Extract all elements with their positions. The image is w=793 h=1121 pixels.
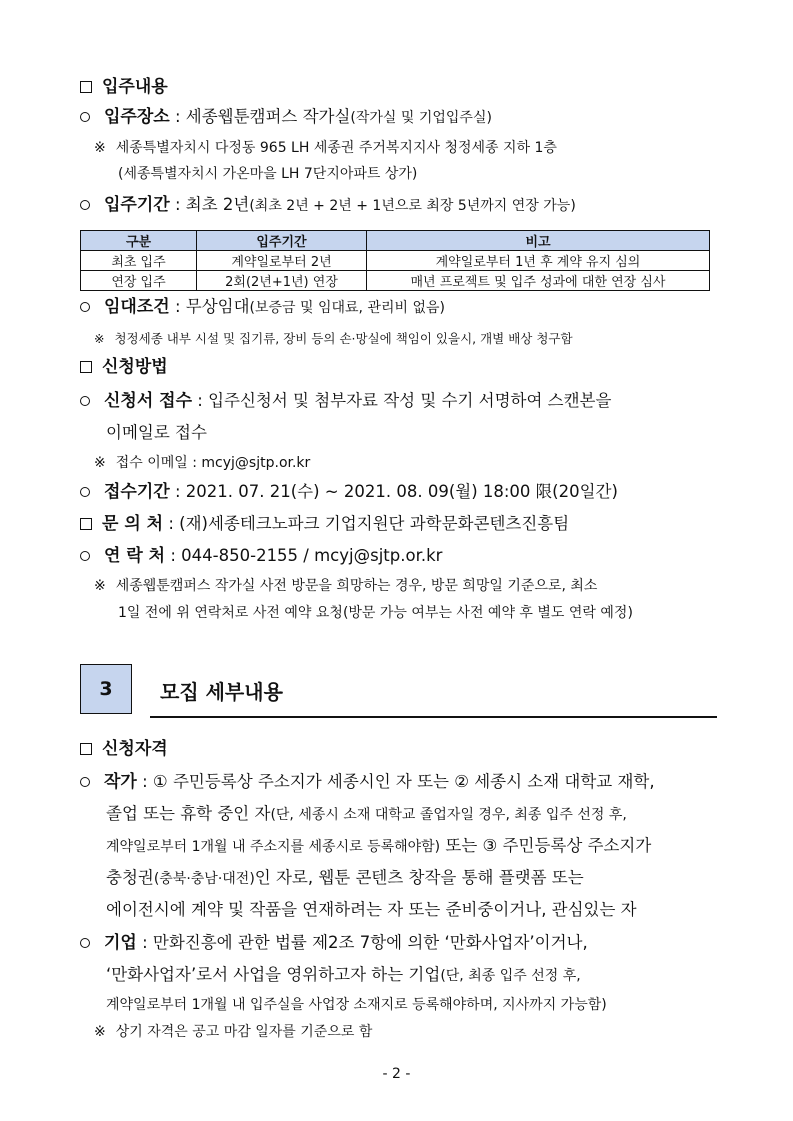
item-company-line3: 계약일로부터 1개월 내 입주실을 사업장 소재지로 등록해야하며, 지사까지 가능함) <box>106 997 607 1013</box>
table-header-cell: 입주기간 <box>197 231 367 251</box>
table-row <box>81 271 710 291</box>
table-row <box>81 251 710 271</box>
square-bullet-icon <box>80 743 92 755</box>
note-deadline: ※ 상기 자격은 공고 마감 일자를 기준으로 함 <box>94 1024 373 1040</box>
item-artist: 작가 : ① 주민등록상 주소지가 세종시인 자 또는 ② 세종시 소재 대학교 재학, <box>80 771 655 793</box>
item-artist-line2: 졸업 또는 휴학 중인 자(단, 세종시 소재 대학교 졸업자일 경우, 최종 입주 선정 후, <box>106 804 627 823</box>
square-bullet-icon <box>80 518 92 530</box>
table-cell: 매년 프로젝트 및 입주 성과에 대한 연장 심사 <box>367 271 710 291</box>
item-artist-line5: 에이전시에 계약 및 작품을 연재하려는 자 또는 준비중이거나, 관심있는 자 <box>106 900 637 919</box>
table-cell: 2회(2년+1년) 연장 <box>197 271 367 291</box>
note-address: ※ 세종특별자치시 다정동 965 LH 세종권 주거복지지사 청정세종 지하 1층 <box>94 140 557 156</box>
table-cell: 최초 입주 <box>81 251 197 271</box>
item-application-submit-cont: 이메일로 접수 <box>106 423 207 442</box>
circle-bullet-icon <box>80 551 90 561</box>
circle-bullet-icon <box>80 302 90 312</box>
item-contact: 연 락 처 : 044-850-2155 / mcyj@sjtp.or.kr <box>80 545 442 567</box>
section-title-rule <box>150 716 717 718</box>
item-company-line2: ‘만화사업자’로서 사업을 영위하고자 하는 기업(단, 최종 입주 선정 후, <box>106 965 581 984</box>
item-company: 기업 : 만화진흥에 관한 법률 제2조 7항에 의한 ‘만화사업자’이거나, <box>80 932 588 954</box>
section-header-eligibility: 신청자격 <box>80 738 168 760</box>
move-in-period-table <box>80 230 710 291</box>
item-artist-line3: 계약일로부터 1개월 내 주소지를 세종시로 등록해야함) 또는 ③ 주민등록상 주소지가 <box>106 836 652 855</box>
table-header-row <box>81 231 710 251</box>
table-cell: 계약일로부터 2년 <box>197 251 367 271</box>
table-header-cell: 비고 <box>367 231 710 251</box>
item-move-in-place: 입주장소 : 세종웹툰캠퍼스 작가실(작가실 및 기업입주실) <box>80 106 492 128</box>
circle-bullet-icon <box>80 396 90 406</box>
circle-bullet-icon <box>80 112 90 122</box>
note-liability: ※ 청정세종 내부 시설 및 집기류, 장비 등의 손·망실에 책임이 있을시, 개별 배상 청구함 <box>94 331 573 346</box>
note-email: ※ 접수 이메일 : mcyj@sjtp.or.kr <box>94 455 311 471</box>
circle-bullet-icon <box>80 487 90 497</box>
page-number: - 2 - <box>382 1066 411 1082</box>
circle-bullet-icon <box>80 777 90 787</box>
section-header-apply-method: 신청방법 <box>80 356 168 378</box>
item-application-submit: 신청서 접수 : 입주신청서 및 첨부자료 작성 및 수기 서명하여 스캔본을 <box>80 390 611 412</box>
item-artist-line4: 충청권(충북·충남·대전)인 자로, 웹툰 콘텐츠 창작을 통해 플랫폼 또는 <box>106 868 584 887</box>
section-header-move-in: 입주내용 <box>80 76 168 98</box>
item-lease-terms: 임대조건 : 무상임대(보증금 및 임대료, 관리비 없음) <box>80 296 445 318</box>
table-header-cell: 구분 <box>81 231 197 251</box>
section-number-box: 3 <box>80 664 132 714</box>
square-bullet-icon <box>80 81 92 93</box>
note-address-2: (세종특별자치시 가온마을 LH 7단지아파트 상가) <box>118 166 418 182</box>
item-application-period: 접수기간 : 2021. 07. 21(수) ~ 2021. 08. 09(월) 18:00 限(20일간) <box>80 481 618 503</box>
item-inquiry: 문 의 처 : (재)세종테크노파크 기업지원단 과학문화콘텐츠진흥팀 <box>80 513 569 535</box>
section-title: 모집 세부내용 <box>160 680 283 704</box>
note-visit-cont: 1일 전에 위 연락처로 사전 예약 요청(방문 가능 여부는 사전 예약 후 별도 연락 예정) <box>118 605 633 621</box>
item-move-in-period: 입주기간 : 최초 2년(최초 2년 + 2년 + 1년으로 최장 5년까지 연장 가능) <box>80 194 576 216</box>
circle-bullet-icon <box>80 938 90 948</box>
circle-bullet-icon <box>80 200 90 210</box>
note-visit: ※ 세종웹툰캠퍼스 작가실 사전 방문을 희망하는 경우, 방문 희망일 기준으로, 최소 <box>94 578 598 594</box>
square-bullet-icon <box>80 361 92 373</box>
table-cell: 계약일로부터 1년 후 계약 유지 심의 <box>367 251 710 271</box>
table-cell: 연장 입주 <box>81 271 197 291</box>
